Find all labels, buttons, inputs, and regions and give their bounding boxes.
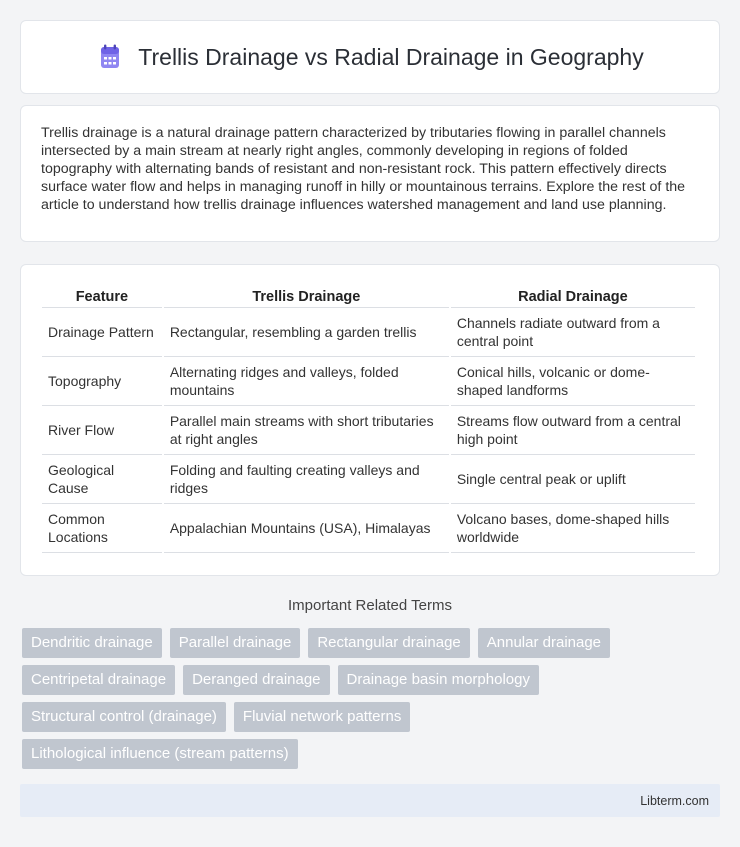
tag-rectangular-drainage[interactable]: Rectangular drainage bbox=[308, 628, 469, 658]
tag-centripetal-drainage[interactable]: Centripetal drainage bbox=[22, 665, 175, 695]
tag-fluvial-network-patterns[interactable]: Fluvial network patterns bbox=[234, 702, 410, 732]
tag-annular-drainage[interactable]: Annular drainage bbox=[478, 628, 610, 658]
tag-row bbox=[22, 739, 682, 769]
tag-parallel-drainage[interactable]: Parallel drainage bbox=[170, 628, 301, 658]
table-cell: Appalachian Mountains (USA), Himalayas bbox=[164, 504, 449, 553]
table-header-row bbox=[42, 284, 695, 308]
table-cell: Parallel main streams with short tributaries at right angles bbox=[164, 406, 449, 455]
table-cell: Folding and faulting creating valleys and ridges bbox=[164, 455, 449, 504]
comparison-table-card bbox=[20, 264, 720, 576]
table-cell: Common Locations bbox=[42, 504, 162, 553]
intro-text: Trellis drainage is a natural drainage pattern characterized by tributaries flowing in parallel channels intersected by a main stream at nearly right angles, commonly developing in regions of folded topography with alternating bands of resistant and non-resistant rock. This pattern effectively directs surface water flow and helps in managing runoff in hilly or mountainous terrains. Explore the rest of the article to understand how trellis drainage influences watershed management and land use planning. bbox=[41, 125, 686, 213]
table-row bbox=[42, 357, 695, 406]
table-cell: Conical hills, volcanic or dome-shaped landforms bbox=[451, 357, 695, 406]
table-cell: Volcano bases, dome-shaped hills worldwide bbox=[451, 504, 695, 553]
footer bbox=[20, 784, 720, 817]
table-cell: River Flow bbox=[42, 406, 162, 455]
tag-row bbox=[22, 702, 682, 732]
page-title: Trellis Drainage vs Radial Drainage in Geography bbox=[138, 43, 644, 70]
tag-dendritic-drainage[interactable]: Dendritic drainage bbox=[22, 628, 162, 658]
header-card bbox=[20, 20, 720, 94]
table-row bbox=[42, 406, 695, 455]
related-terms-title: Important Related Terms bbox=[288, 597, 452, 614]
tag-deranged-drainage[interactable]: Deranged drainage bbox=[183, 665, 329, 695]
header-trellis: Trellis Drainage bbox=[164, 284, 449, 308]
table-cell: Streams flow outward from a central high point bbox=[451, 406, 695, 455]
tag-row bbox=[22, 665, 682, 695]
header-radial: Radial Drainage bbox=[451, 284, 695, 308]
intro-card bbox=[20, 105, 720, 242]
tag-row bbox=[22, 628, 682, 658]
table-cell: Channels radiate outward from a central point bbox=[451, 308, 695, 357]
related-terms-tags bbox=[22, 628, 682, 776]
table-row bbox=[42, 455, 695, 504]
tag-drainage-basin-morphology[interactable]: Drainage basin morphology bbox=[338, 665, 539, 695]
table-cell: Single central peak or uplift bbox=[451, 455, 695, 504]
tag-structural-control[interactable]: Structural control (drainage) bbox=[22, 702, 226, 732]
table-row bbox=[42, 308, 695, 357]
tag-lithological-influence[interactable]: Lithological influence (stream patterns) bbox=[22, 739, 298, 769]
table-cell: Rectangular, resembling a garden trellis bbox=[164, 308, 449, 357]
footer-brand[interactable]: Libterm.com bbox=[640, 793, 709, 808]
document-icon bbox=[96, 43, 124, 71]
comparison-table bbox=[40, 284, 697, 553]
header-feature: Feature bbox=[42, 284, 162, 308]
table-cell: Alternating ridges and valleys, folded mountains bbox=[164, 357, 449, 406]
table-cell: Drainage Pattern bbox=[42, 308, 162, 357]
table-cell: Topography bbox=[42, 357, 162, 406]
table-row bbox=[42, 504, 695, 553]
table-cell: Geological Cause bbox=[42, 455, 162, 504]
header-inner bbox=[96, 43, 643, 71]
